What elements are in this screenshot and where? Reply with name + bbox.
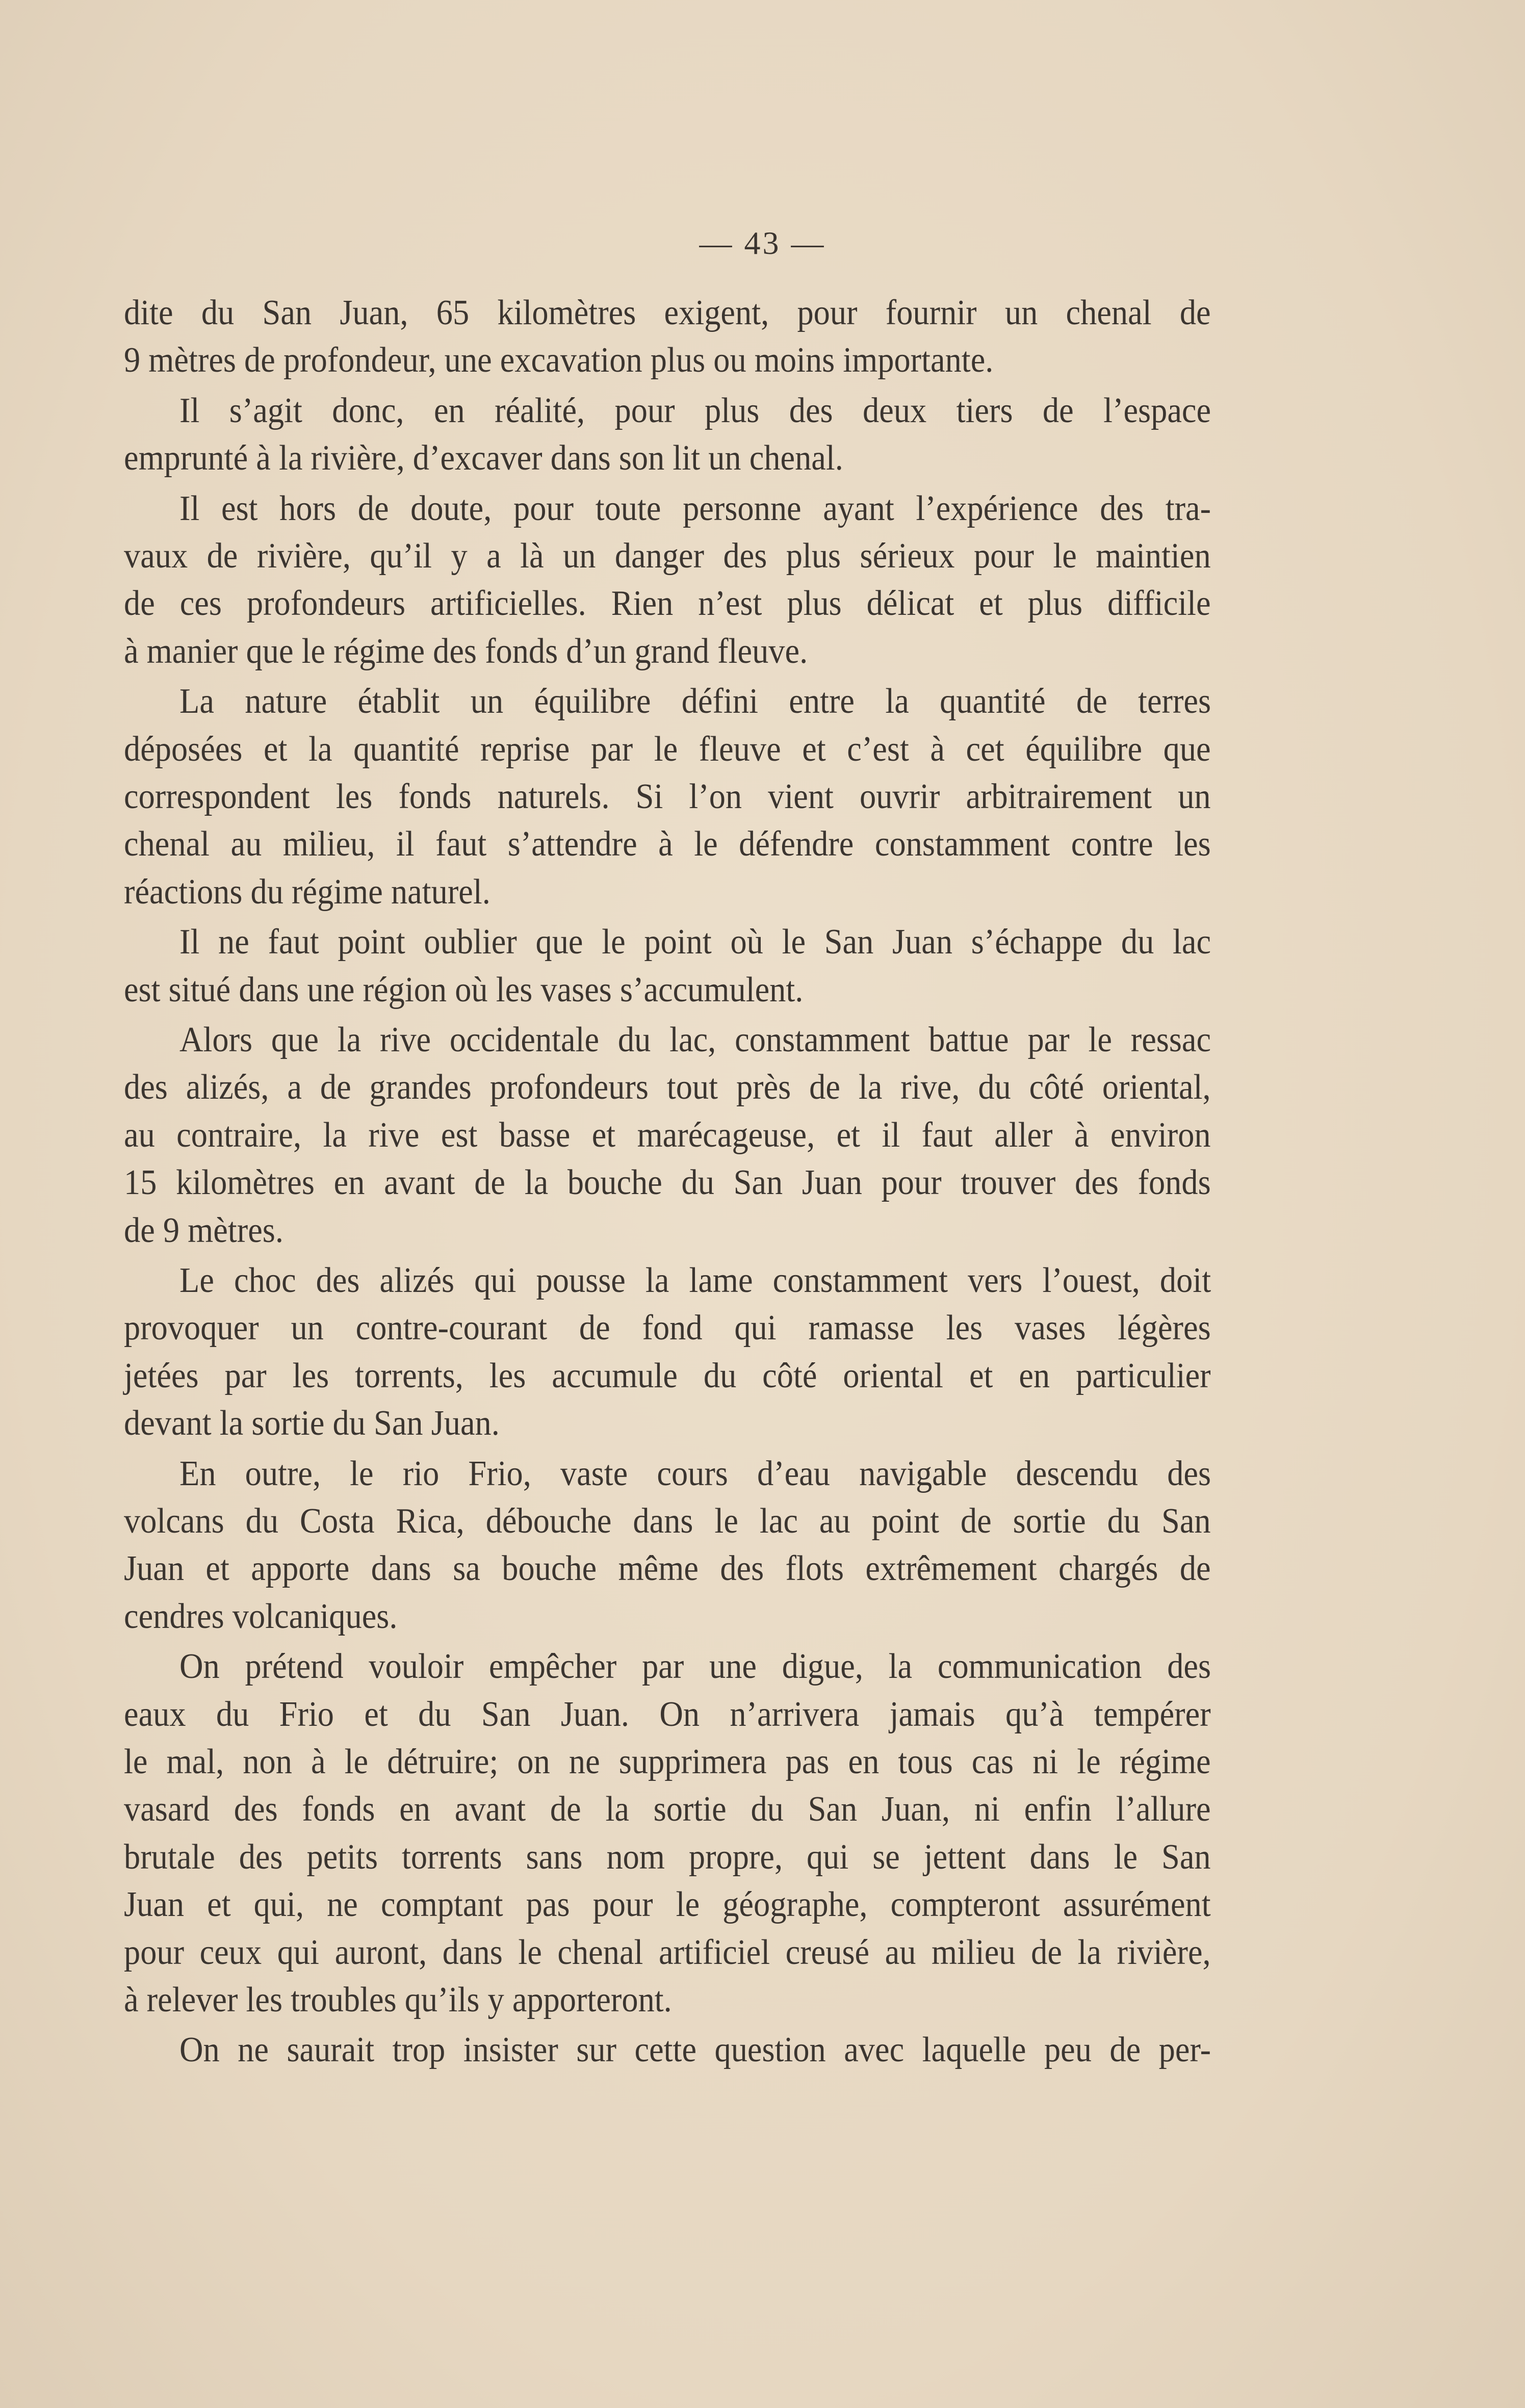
text-line: des alizés, a de grandes profondeurs tout près de la rive, du côté oriental, [124,1068,1211,1107]
text-line: le mal, non à le détruire; on ne supprimera pas en tous cas ni le régime [124,1742,1211,1781]
text-line: Il est hors de doute, pour toute personne ayant l’expérience des tra- [179,489,1211,528]
text-line: Juan et apporte dans sa bouche même des flots extrêmement chargés de [124,1549,1211,1588]
text-line: provoquer un contre-courant de fond qui ramasse les vases légères [124,1308,1211,1348]
text-line: volcans du Costa Rica, débouche dans le lac au point de sortie du San [124,1501,1211,1541]
text-line: La nature établit un équilibre défini entre la quantité de terres [179,682,1211,721]
text-line: Alors que la rive occidentale du lac, constamment battue par le ressac [179,1020,1211,1059]
text-line: à manier que le régime des fonds d’un grand fleuve. [124,632,808,671]
text-line: jetées par les torrents, les accumule du côté oriental et en particulier [124,1356,1211,1395]
text-line: correspondent les fonds naturels. Si l’on vient ouvrir arbitrairement un [124,777,1211,816]
text-line: Juan et qui, ne comptant pas pour le géographe, compteront assurément [124,1885,1211,1924]
text-line: cendres volcaniques. [124,1597,398,1636]
text-line: de ces profondeurs artificielles. Rien n’est plus délicat et plus difficile [124,584,1211,623]
text-line: emprunté à la rivière, d’excaver dans son lit un chenal. [124,438,843,478]
text-line: brutale des petits torrents sans nom propre, qui se jettent dans le San [124,1837,1211,1877]
text-line: 15 kilomètres en avant de la bouche du San Juan pour trouver des fonds [124,1163,1211,1202]
text-line: de 9 mètres. [124,1211,283,1250]
text-line: devant la sortie du San Juan. [124,1404,500,1443]
text-line: réactions du régime naturel. [124,872,490,912]
page-number: — 43 — [699,225,826,261]
text-line: eaux du Frio et du San Juan. On n’arrivera jamais qu’à tempérer [124,1695,1211,1734]
text-line: En outre, le rio Frio, vaste cours d’eau navigable descendu des [179,1454,1211,1493]
text-line: Il s’agit donc, en réalité, pour plus des deux tiers de l’espace [179,391,1211,430]
text-line: On prétend vouloir empêcher par une digue, la communication des [179,1647,1211,1686]
text-line: Il ne faut point oublier que le point où le San Juan s’échappe du lac [179,922,1211,962]
text-line: vasard des fonds en avant de la sortie du San Juan, ni enfin l’allure [124,1790,1211,1829]
text-line: On ne saurait trop insister sur cette question avec laquelle peu de per- [179,2030,1211,2069]
text-line: au contraire, la rive est basse et marécageuse, et il faut aller à environ [124,1116,1211,1155]
text-line: déposées et la quantité reprise par le fleuve et c’est à cet équilibre que [124,730,1211,769]
text-line: Le choc des alizés qui pousse la lame constamment vers l’ouest, doit [179,1261,1211,1300]
text-line: pour ceux qui auront, dans le chenal artificiel creusé au milieu de la rivière, [124,1933,1211,1972]
text-line: est situé dans une région où les vases s’accumulent. [124,970,804,1009]
text-line: chenal au milieu, il faut s’attendre à le défendre constamment contre les [124,824,1211,864]
text-line: 9 mètres de profondeur, une excavation plus ou moins importante. [124,341,994,380]
text-line: vaux de rivière, qu’il y a là un danger des plus sérieux pour le maintien [124,536,1211,576]
text-line: à relever les troubles qu’ils y apporteront. [124,1980,672,2019]
text-line: dite du San Juan, 65 kilomètres exigent, pour fournir un chenal de [124,293,1211,332]
